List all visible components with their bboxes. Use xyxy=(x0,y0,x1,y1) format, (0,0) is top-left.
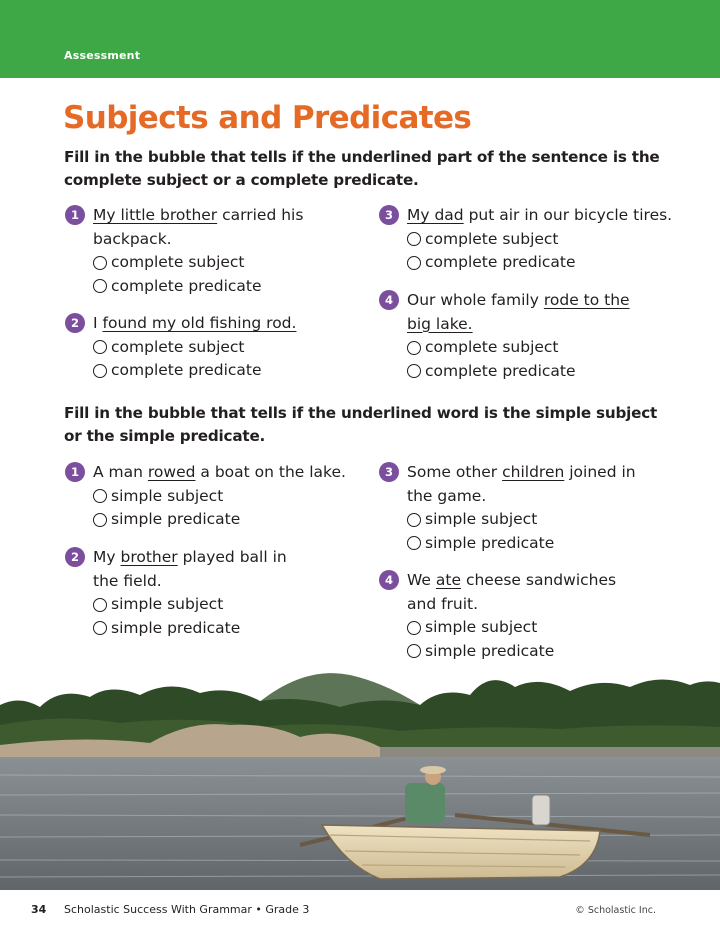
lake-rowboat-photo xyxy=(0,665,720,890)
book-title: Scholastic Success With Grammar • Grade 3 xyxy=(64,903,310,916)
option-simple-predicate[interactable]: simple predicate xyxy=(407,640,616,664)
question-number-badge: 1 xyxy=(65,205,85,225)
question-number-badge: 4 xyxy=(379,290,399,310)
underlined-text: big lake. xyxy=(407,314,473,333)
part1-question-1: 1 My little brother carried his backpack. complete subject complete predicate xyxy=(93,204,303,298)
option-complete-predicate[interactable]: complete predicate xyxy=(93,275,303,299)
instruction-part1: Fill in the bubble that tells if the underlined part of the sentence is the complete subject or a complete predicate. xyxy=(64,148,660,189)
underlined-text: found my old fishing rod. xyxy=(102,314,297,332)
option-simple-subject[interactable]: simple subject xyxy=(93,593,287,617)
bubble-radio[interactable] xyxy=(93,364,107,378)
bubble-radio[interactable] xyxy=(93,489,107,503)
bubble-radio[interactable] xyxy=(93,340,107,354)
option-simple-predicate[interactable]: simple predicate xyxy=(407,532,636,556)
underlined-text: brother xyxy=(120,548,178,566)
page-title: Subjects and Predicates xyxy=(63,100,472,136)
question-number-badge: 1 xyxy=(65,462,85,482)
option-complete-subject[interactable]: complete subject xyxy=(93,251,303,275)
page-footer xyxy=(0,890,720,935)
option-complete-predicate[interactable]: complete predicate xyxy=(93,359,296,383)
option-complete-subject[interactable]: complete subject xyxy=(407,228,672,252)
part1-question-2: 2 I found my old fishing rod. complete subject complete predicate xyxy=(93,312,296,383)
part1-question-3: 3 My dad put air in our bicycle tires. complete subject complete predicate xyxy=(407,204,672,275)
underlined-text: My little brother xyxy=(93,206,218,224)
option-complete-predicate[interactable]: complete predicate xyxy=(407,251,672,275)
copyright-notice: © Scholastic Inc. xyxy=(575,905,656,916)
bubble-radio[interactable] xyxy=(93,256,107,270)
question-number-badge: 3 xyxy=(379,462,399,482)
question-number-badge: 2 xyxy=(65,313,85,333)
page-number: 34 xyxy=(31,903,47,916)
option-complete-predicate[interactable]: complete predicate xyxy=(407,360,630,384)
part2-question-4: 4 We ate cheese sandwiches and fruit. simple subject simple predicate xyxy=(407,569,616,663)
part2-question-2: 2 My brother played ball in the field. simple subject simple predicate xyxy=(93,546,287,640)
question-number-badge: 3 xyxy=(379,205,399,225)
part2-question-3: 3 Some other children joined in the game. simple subject simple predicate xyxy=(407,461,636,555)
bubble-radio[interactable] xyxy=(93,279,107,293)
option-simple-subject[interactable]: simple subject xyxy=(407,616,616,640)
rower-body xyxy=(405,783,445,823)
bubble-radio[interactable] xyxy=(407,536,421,550)
bubble-radio[interactable] xyxy=(407,256,421,270)
bubble-radio[interactable] xyxy=(93,621,107,635)
option-complete-subject[interactable]: complete subject xyxy=(93,336,296,360)
option-simple-predicate[interactable]: simple predicate xyxy=(93,617,287,641)
underlined-text: My dad xyxy=(407,206,464,224)
question-number-badge: 4 xyxy=(379,570,399,590)
option-complete-subject[interactable]: complete subject xyxy=(407,336,630,360)
instruction-part2: Fill in the bubble that tells if the underlined word is the simple subject or the simple predicate. xyxy=(64,404,658,445)
bubble-radio[interactable] xyxy=(407,621,421,635)
option-simple-subject[interactable]: simple subject xyxy=(407,508,636,532)
underlined-text: children xyxy=(502,463,565,481)
bubble-radio[interactable] xyxy=(93,598,107,612)
section-label: Assessment xyxy=(64,49,141,62)
underlined-text: ate xyxy=(435,571,462,589)
bubble-radio[interactable] xyxy=(93,513,107,527)
header-banner xyxy=(0,0,720,78)
option-simple-subject[interactable]: simple subject xyxy=(93,485,346,509)
bubble-radio[interactable] xyxy=(407,644,421,658)
bubble-radio[interactable] xyxy=(407,364,421,378)
underlined-text: rode to the xyxy=(543,291,630,309)
option-simple-predicate[interactable]: simple predicate xyxy=(93,508,346,532)
underlined-text: rowed xyxy=(147,463,196,481)
part1-question-4: 4 Our whole family rode to the big lake. complete subject complete predicate xyxy=(407,289,630,383)
bubble-radio[interactable] xyxy=(407,232,421,246)
part2-question-1: 1 A man rowed a boat on the lake. simple subject simple predicate xyxy=(93,461,346,532)
rowboat xyxy=(322,825,600,879)
bubble-radio[interactable] xyxy=(407,341,421,355)
question-number-badge: 2 xyxy=(65,547,85,567)
bubble-radio[interactable] xyxy=(407,513,421,527)
